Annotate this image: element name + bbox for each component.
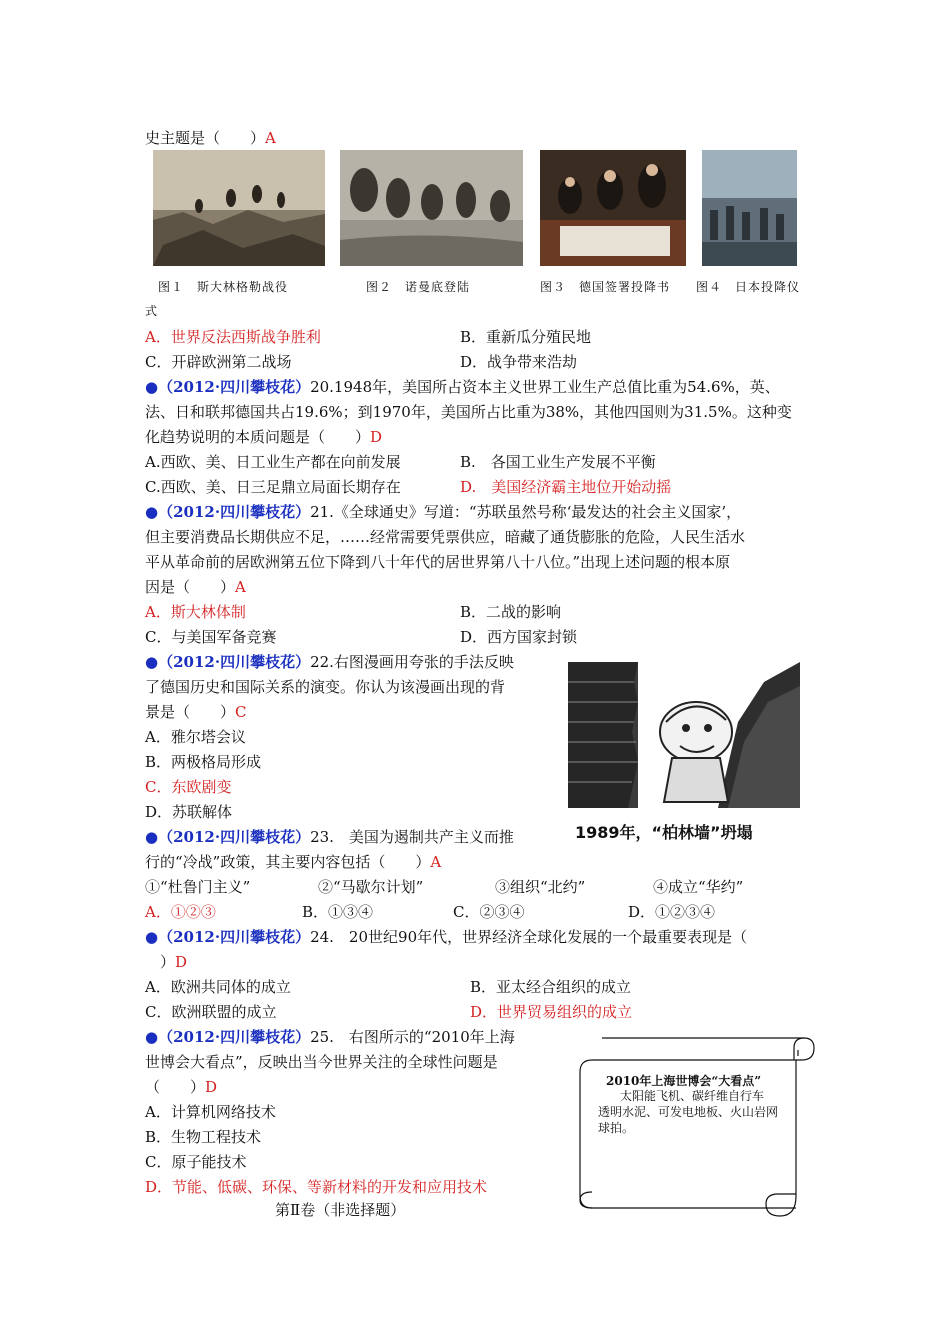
q21-stem-line-3: 平从革命前的居欧洲第五位下降到八十年代的居世界第八十八位。”出现上述问题的根本原 — [145, 553, 731, 571]
q21-option-b: B．二战的影响 — [460, 603, 562, 621]
scroll-line-2: 透明水泥、可发电地板、火山岩网 — [598, 1105, 779, 1119]
q25-stem-line-2: 世博会大看点”，反映出当今世界关注的全球性问题是 — [145, 1053, 498, 1071]
q21-option-c: C．与美国军备竞赛 — [145, 628, 277, 646]
q22-option-d: D．苏联解体 — [145, 803, 233, 821]
q20-option-b: B. 各国工业生产发展不平衡 — [460, 453, 656, 471]
answer-key: A — [265, 129, 276, 147]
q24-option-d: D．世界贸易组织的成立 — [470, 1003, 633, 1021]
photo-japan-surrender — [702, 150, 797, 266]
q24-stem-line-1: ●（2012·四川攀枝花）24. 20世纪90年代，世界经济全球化发展的一个最重要表现是（ — [145, 928, 748, 946]
q20-stem-line-3: 化趋势说明的本质问题是（ ）D — [145, 428, 383, 446]
figure-4-caption: 图４ 日本投降仪 — [696, 280, 801, 294]
q23-option-b: B．①③④ — [302, 903, 374, 921]
q23-option-d: D．①②③④ — [628, 903, 716, 921]
q21-option-a: A．斯大林体制 — [145, 603, 246, 621]
berlin-wall-cartoon — [568, 662, 800, 808]
q20-stem-line-1: ●（2012·四川攀枝花）20.1948年，美国所占资本主义世界工业生产总值比重为54.6%，英、 — [145, 378, 780, 396]
figure-3-caption: 图３ 德国签署投降书 — [540, 280, 671, 294]
q22-option-c: C．东欧剧变 — [145, 778, 232, 796]
q22-stem-line-2: 了德国历史和国际关系的演变。你认为该漫画出现的背 — [145, 678, 506, 696]
q21-stem-line-4: 因是（ ）A — [145, 578, 246, 596]
q24-option-a: A．欧洲共同体的成立 — [145, 978, 291, 996]
q23-item-3: ③组织“北约” — [495, 878, 586, 896]
answer-key: A — [235, 578, 246, 596]
answer-key: A — [430, 853, 442, 871]
question-source: （2012·四川攀枝花） — [158, 828, 311, 846]
q25-option-c: C．原子能技术 — [145, 1153, 247, 1171]
q20-option-d: D. 美国经济霸主地位开始动摇 — [460, 478, 672, 496]
q25-option-d: D．节能、低碳、环保、等新材料的开发和应用技术 — [145, 1178, 488, 1196]
figure-4-caption-wrap: 式 — [145, 304, 159, 318]
answer-key: D — [370, 428, 383, 446]
q25-option-b: B．生物工程技术 — [145, 1128, 262, 1146]
answer-key: D — [175, 953, 188, 971]
scroll-line-3: 球拍。 — [598, 1121, 635, 1135]
q24-option-b: B．亚太经合组织的成立 — [470, 978, 632, 996]
question-source: （2012·四川攀枝花） — [158, 928, 311, 946]
photo-normandy — [340, 150, 523, 266]
q21-stem-line-1: ●（2012·四川攀枝花）21.《全球通史》写道：“苏联虽然号称‘最发达的社会主义国家’， — [145, 503, 742, 521]
q20-option-c: C.西欧、美、日三足鼎立局面长期存在 — [145, 478, 401, 496]
section-title: 第Ⅱ卷（非选择题） — [275, 1201, 406, 1219]
photo-german-surrender — [540, 150, 686, 266]
question-source: （2012·四川攀枝花） — [158, 653, 311, 671]
q22-stem-line-1: ●（2012·四川攀枝花）22.右图漫画用夸张的手法反映 — [145, 653, 514, 671]
q22-option-a: A．雅尔塔会议 — [145, 728, 246, 746]
q19-option-b: B．重新瓜分殖民地 — [460, 328, 592, 346]
figure-1-caption: 图１ 斯大林格勒战役 — [158, 280, 289, 294]
q25-stem-line-3: （ ）D — [145, 1078, 218, 1096]
question-source: （2012·四川攀枝花） — [158, 378, 311, 396]
q23-item-2: ②“马歇尔计划” — [318, 878, 424, 896]
q20-stem-line-2: 法、日和联邦德国共占19.6%；到1970年，美国所占比重为38%，其他四国则为31.5%。这种变 — [145, 403, 792, 421]
q22-stem-line-3: 景是（ ）C — [145, 703, 247, 721]
q23-option-c: C．②③④ — [453, 903, 525, 921]
question-19-stem: 史主题是（ ）A — [145, 129, 276, 147]
q25-stem-line-1: ●（2012·四川攀枝花）25. 右图所示的“2010年上海 — [145, 1028, 515, 1046]
question-source: （2012·四川攀枝花） — [158, 1028, 311, 1046]
q21-stem-line-2: 但主要消费品长期供应不足，……经常需要凭票供应，暗藏了通货膨胀的危险，人民生活水 — [145, 528, 746, 546]
q22-option-b: B．两极格局形成 — [145, 753, 262, 771]
q25-option-a: A．计算机网络技术 — [145, 1103, 276, 1121]
q20-option-a: A.西欧、美、日工业生产都在向前发展 — [145, 453, 401, 471]
cartoon-caption: 1989年，“柏林墙”坍塌 — [575, 823, 753, 842]
scroll-title: 2010年上海世博会“大看点” — [606, 1074, 762, 1088]
q19-option-d: D．战争带来浩劫 — [460, 353, 578, 371]
q21-option-d: D．西方国家封锁 — [460, 628, 578, 646]
q24-stem-line-2: ）D — [145, 953, 188, 971]
q23-item-1: ①“杜鲁门主义” — [145, 878, 251, 896]
q23-item-4: ④成立“华约” — [653, 878, 744, 896]
scroll-line-1: 太阳能飞机、碳纤维自行车 — [620, 1089, 765, 1103]
q19-option-c: C．开辟欧洲第二战场 — [145, 353, 292, 371]
q19-option-a: A．世界反法西斯战争胜利 — [145, 328, 321, 346]
photo-stalingrad — [153, 150, 325, 266]
answer-key: C — [235, 703, 247, 721]
q23-stem-line-2: 行的“冷战”政策，其主要内容包括（ ）A — [145, 853, 442, 871]
q23-stem-line-1: ●（2012·四川攀枝花）23. 美国为遏制共产主义而推 — [145, 828, 514, 846]
question-source: （2012·四川攀枝花） — [158, 503, 311, 521]
figure-2-caption: 图２ 诺曼底登陆 — [366, 280, 471, 294]
answer-key: D — [205, 1078, 218, 1096]
q23-option-a: A．①②③ — [145, 903, 216, 921]
q24-option-c: C．欧洲联盟的成立 — [145, 1003, 277, 1021]
